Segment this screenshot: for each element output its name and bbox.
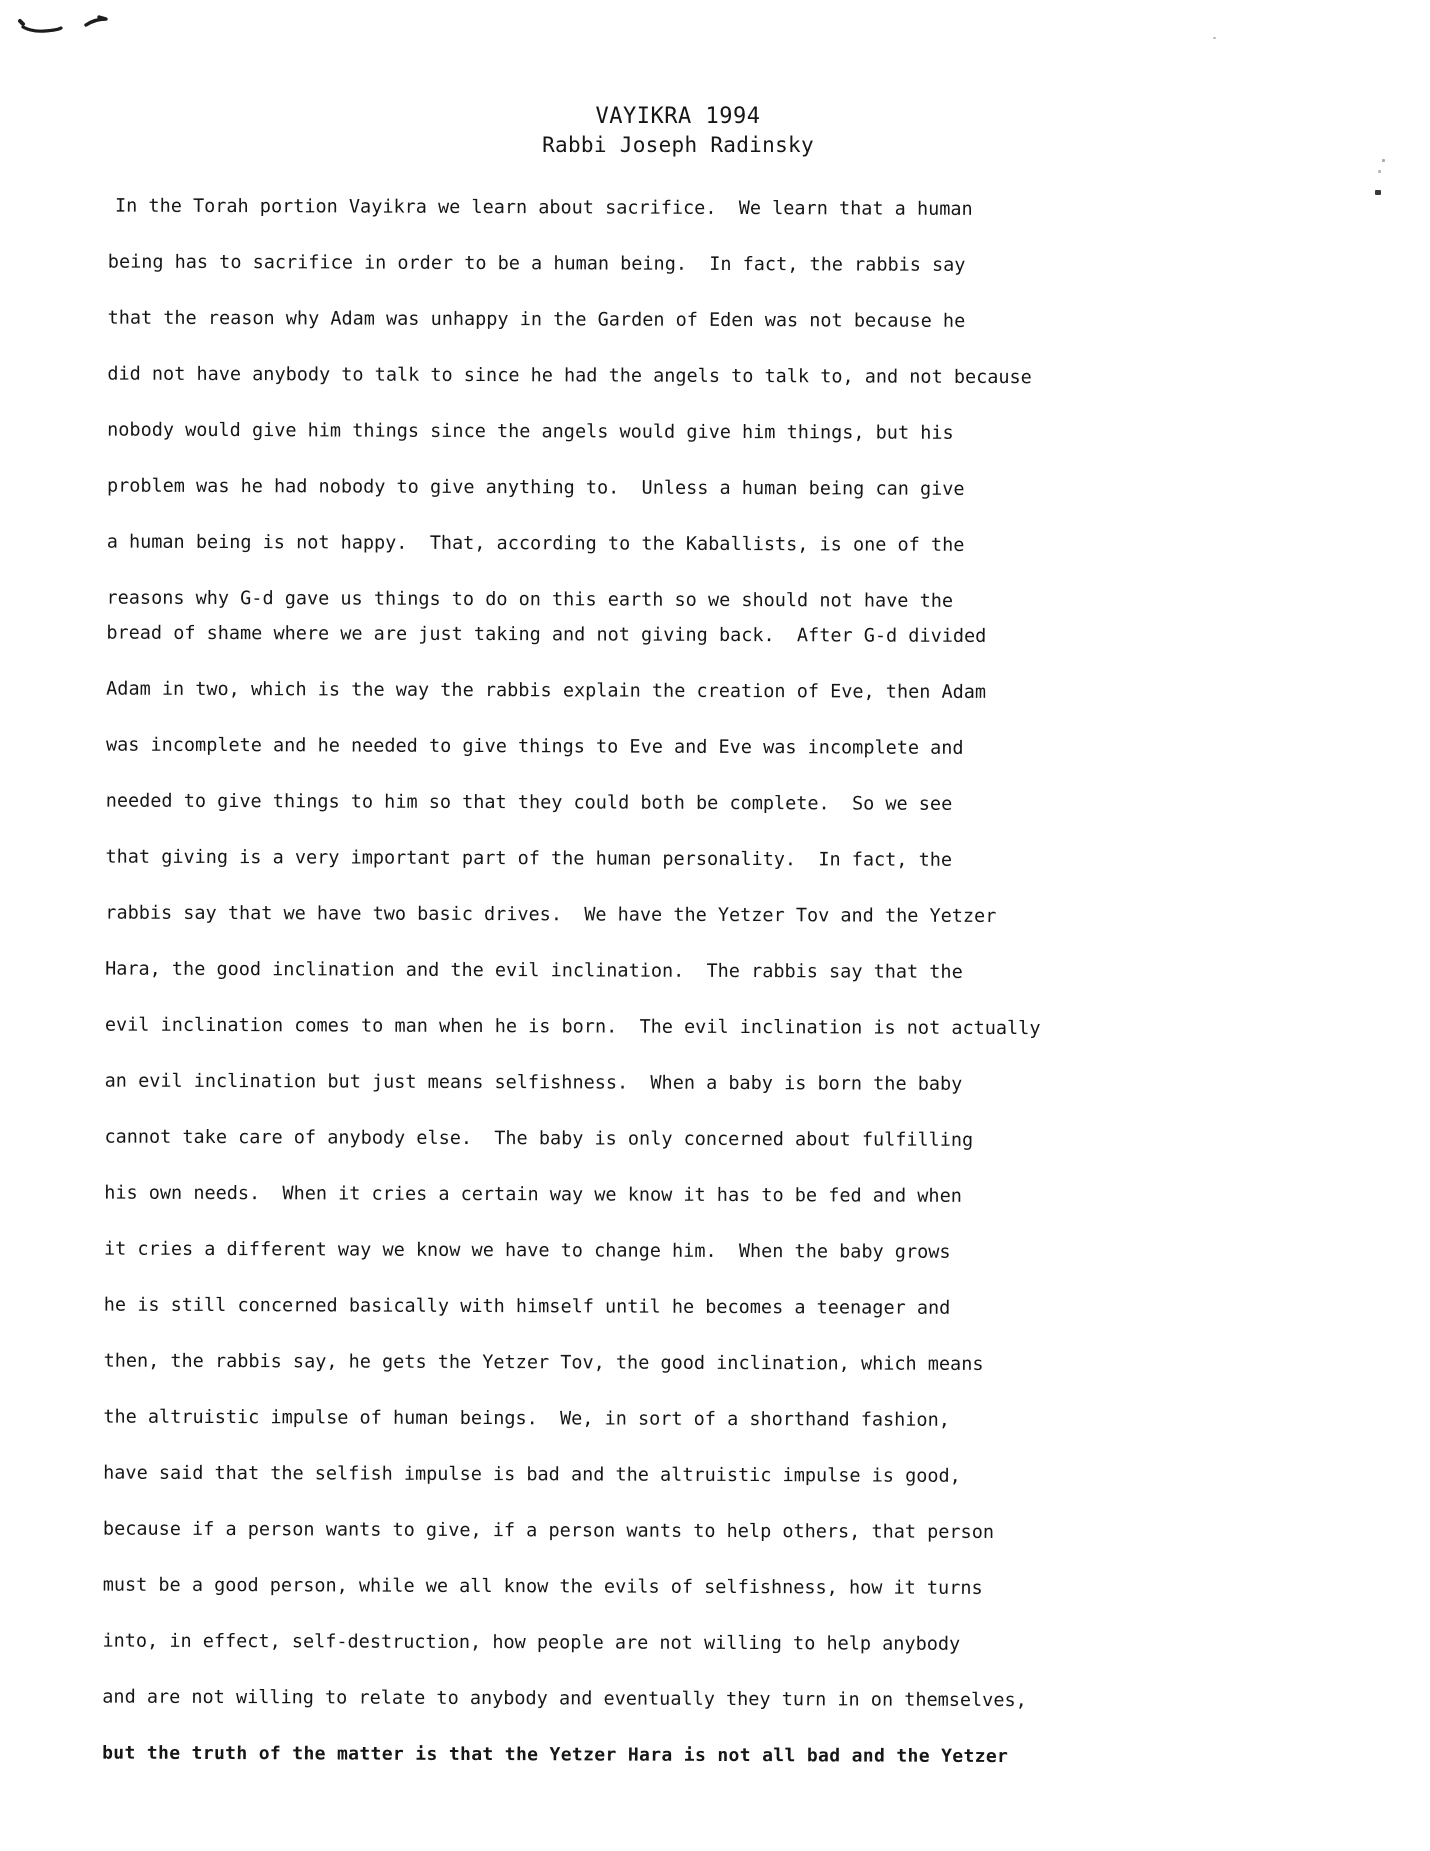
text-line: must be a good person, while we all know the evils of selfishness, how it turns bbox=[102, 1574, 983, 1599]
text-line: evil inclination comes to man when he is born. The evil inclination is not actually bbox=[104, 1014, 1041, 1040]
text-line: bread of shame where we are just taking and not giving back. After G-d divided bbox=[106, 622, 987, 647]
text-line: his own needs. When it cries a certain way we know it has to be fed and when bbox=[104, 1182, 962, 1207]
text-line: Hara, the good inclination and the evil inclination. The rabbis say that the bbox=[105, 958, 963, 983]
text-line: did not have anybody to talk to since he had the angels to talk to, and not because bbox=[107, 363, 1032, 389]
text-line: cannot take care of anybody else. The baby is only concerned about fulfilling bbox=[104, 1126, 974, 1151]
scan-speck bbox=[1378, 170, 1381, 173]
text-line: an evil inclination but just means selfishness. When a baby is born the baby bbox=[104, 1070, 963, 1095]
text-line: the altruistic impulse of human beings. We, in sort of a shorthand fashion, bbox=[103, 1406, 950, 1431]
text-line: it cries a different way we know we have to change him. When the baby grows bbox=[103, 1238, 951, 1263]
pen-mark bbox=[10, 6, 140, 51]
text-line: that the reason why Adam was unhappy in the Garden of Eden was not because he bbox=[107, 307, 966, 332]
text-line: needed to give things to him so that they could both be complete. So we see bbox=[105, 790, 953, 815]
text-line: a human being is not happy. That, according to the Kaballists, is one of the bbox=[106, 531, 965, 556]
text-line: reasons why G-d gave us things to do on this earth so we should not have the bbox=[106, 587, 954, 612]
document-body bbox=[102, 195, 1368, 1803]
text-line: have said that the selfish impulse is bad and the altruistic impulse is good, bbox=[103, 1462, 961, 1487]
document-title: VAYIKRA 1994 bbox=[595, 104, 761, 129]
scan-speck bbox=[1375, 190, 1381, 195]
text-line: being has to sacrifice in order to be a human being. In fact, the rabbis say bbox=[107, 251, 966, 276]
text-line: but the truth of the matter is that the Yetzer Hara is not all bad and the Yetzer bbox=[102, 1742, 1009, 1768]
text-line: because if a person wants to give, if a person wants to help others, that person bbox=[102, 1518, 995, 1543]
text-line: Adam in two, which is the way the rabbis explain the creation of Eve, then Adam bbox=[106, 678, 987, 703]
document-author: Rabbi Joseph Radinsky bbox=[542, 133, 814, 157]
text-line: In the Torah portion Vayikra we learn about sacrifice. We learn that a human bbox=[114, 195, 973, 220]
text-line: rabbis say that we have two basic drives. We have the Yetzer Tov and the Yetzer bbox=[105, 902, 997, 928]
text-line: he is still concerned basically with himself until he becomes a teenager and bbox=[103, 1294, 951, 1319]
text-line: then, the rabbis say, he gets the Yetzer Tov, the good inclination, which means bbox=[103, 1350, 984, 1375]
scan-speck bbox=[1213, 37, 1216, 39]
text-line: was incomplete and he needed to give things to Eve and Eve was incomplete and bbox=[105, 734, 964, 759]
scan-speck bbox=[1382, 159, 1385, 162]
text-line: nobody would give him things since the angels would give him things, but his bbox=[107, 419, 954, 444]
text-line: problem was he had nobody to give anything to. Unless a human being can give bbox=[106, 475, 965, 500]
document-header bbox=[0, 104, 1393, 158]
text-line: and are not willing to relate to anybody and eventually they turn in on themselves, bbox=[102, 1686, 1027, 1712]
text-line: into, in effect, self-destruction, how people are not willing to help anybody bbox=[102, 1630, 961, 1655]
text-line: that giving is a very important part of the human personality. In fact, the bbox=[105, 846, 953, 871]
